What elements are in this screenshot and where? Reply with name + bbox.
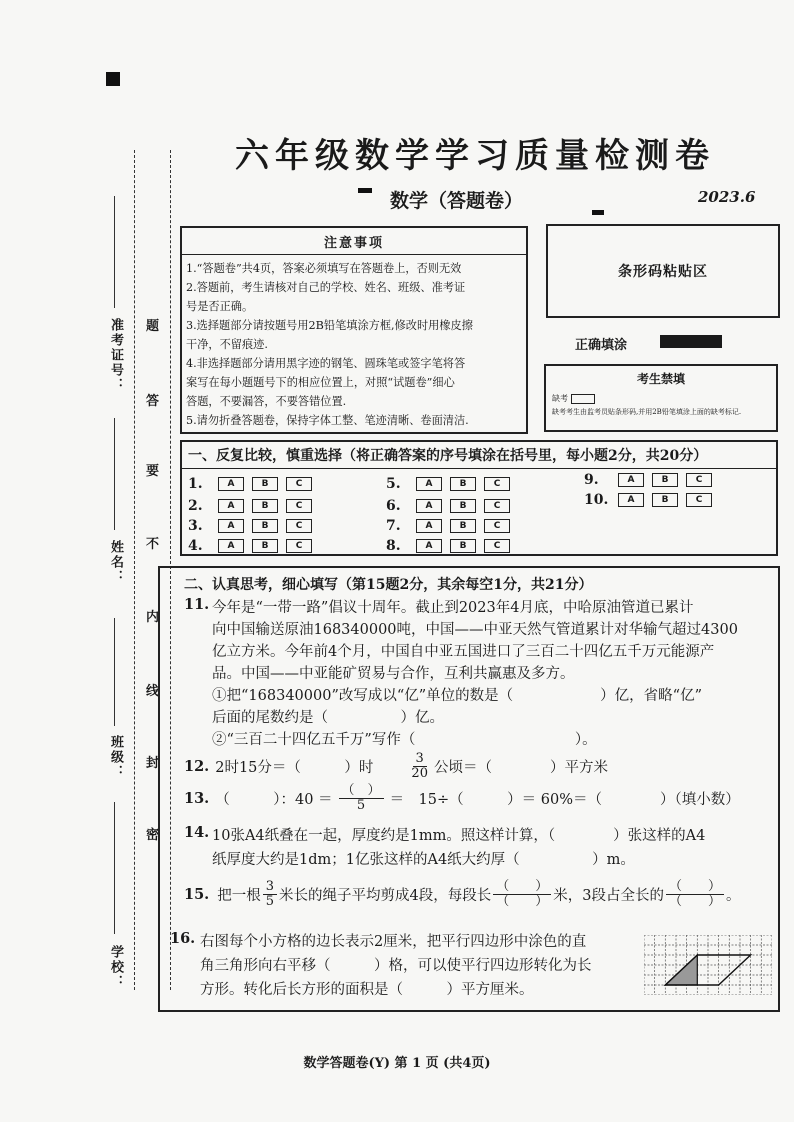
question-number: 13.	[184, 789, 210, 807]
notice-item: 4.非选择题部分请用黑字迹的钢笔、圆珠笔或签字笔将答	[186, 357, 466, 370]
fraction	[263, 880, 277, 908]
option-c-box[interactable]: C	[484, 477, 510, 491]
fraction-denominator: （ ）	[496, 893, 549, 909]
absent-label: 缺考	[552, 394, 568, 403]
q15-part-c: 米，3段占全长的	[553, 887, 664, 904]
seal-char: 不	[146, 537, 160, 552]
notice-box	[180, 226, 528, 434]
exam-number-field[interactable]	[114, 196, 115, 308]
option-b-box[interactable]: B	[450, 499, 476, 513]
fraction-denominator: 20	[411, 765, 428, 781]
option-b-box[interactable]: B	[252, 539, 278, 553]
notice-item: 干净，不留痕迹.	[186, 338, 268, 351]
question-number: 14.	[184, 824, 210, 841]
q12-part-a: 2时15分＝（ ）时	[215, 759, 374, 776]
seal-char: 密	[146, 828, 160, 843]
option-c-box[interactable]: C	[484, 499, 510, 513]
fraction-numerator: （ ）	[666, 880, 724, 895]
option-b-box[interactable]: B	[652, 493, 678, 507]
option-a-box[interactable]: A	[416, 539, 442, 553]
option-c-box[interactable]: C	[286, 519, 312, 533]
name-label: 姓名：	[108, 540, 123, 585]
option-c-box[interactable]: C	[686, 493, 712, 507]
q11-blank-line[interactable]: 后面的尾数约是（ ）亿。	[212, 710, 444, 726]
section-multiple-choice	[180, 440, 778, 556]
q11-line: 向中国输送原油168340000吨，中国——中亚天然气管道累计对华输气超过4300	[212, 622, 738, 638]
q15-part-a: 把一根	[217, 887, 261, 904]
option-c-box[interactable]: C	[286, 539, 312, 553]
seal-char: 内	[146, 610, 160, 625]
q14-line[interactable]: 纸厚度大约是1dm；1亿张这样的A4纸大约厚（ ）m。	[212, 852, 635, 868]
option-b-box[interactable]: B	[450, 539, 476, 553]
fraction-denominator: 5	[265, 893, 275, 909]
correct-fill-label: 正确填涂	[575, 338, 628, 353]
choice-question	[386, 518, 510, 534]
seal-char: 要	[146, 464, 160, 479]
fraction-denominator: 5	[356, 797, 366, 813]
q13-part-b: ＝ 15÷（ ）＝ 60%＝（ ）（填小数）	[389, 791, 740, 808]
option-b-box[interactable]: B	[252, 499, 278, 513]
seal-char: 题	[146, 319, 160, 334]
alignment-tick	[358, 188, 372, 193]
q12-row[interactable]	[184, 752, 608, 780]
fraction-numerator: （ ）	[339, 784, 384, 799]
option-c-box[interactable]: C	[484, 519, 510, 533]
answer-fraction[interactable]	[666, 880, 724, 908]
class-label: 班级：	[108, 735, 123, 780]
option-a-box[interactable]: A	[618, 473, 644, 487]
option-a-box[interactable]: A	[416, 499, 442, 513]
seal-char: 答	[146, 394, 160, 409]
forbidden-title: 考生禁填	[636, 372, 685, 386]
school-field[interactable]	[114, 802, 115, 934]
question-number: 12.	[184, 757, 210, 775]
notice-item: 3.选择题部分请按题号用2B铅笔填涂方框,修改时用橡皮擦	[186, 319, 473, 332]
question-number: 3.	[188, 518, 203, 534]
question-number: 16.	[170, 930, 196, 947]
choice-question	[584, 492, 712, 508]
binding-dashed-line	[134, 150, 135, 990]
q16-line[interactable]: 角三角形向右平移（ ）格，可以使平行四边形转化为长	[200, 958, 592, 974]
option-b-box[interactable]: B	[652, 473, 678, 487]
notice-item: 5.请勿折叠答题卷，保持字体工整、笔迹清晰、卷面清洁.	[186, 414, 469, 427]
notice-item: 2.答题前，考生请核对自己的学校、姓名、班级、准考证	[186, 281, 466, 294]
page-title: 六年级数学学习质量检测卷	[235, 136, 715, 176]
choice-question	[584, 472, 712, 488]
barcode-label: 条形码粘贴区	[618, 264, 708, 280]
choice-question	[386, 538, 510, 554]
seal-char: 封	[146, 756, 160, 771]
choice-question	[386, 476, 510, 492]
answer-fraction[interactable]	[493, 880, 551, 908]
parallelogram-grid-figure	[644, 935, 772, 995]
option-c-box[interactable]: C	[484, 539, 510, 553]
question-number: 1.	[188, 476, 203, 492]
question-number: 15.	[184, 885, 210, 903]
q15-row[interactable]	[184, 880, 741, 908]
option-b-box[interactable]: B	[252, 519, 278, 533]
question-number: 2.	[188, 498, 203, 514]
q11-blank-line[interactable]: ①把“168340000”改写成以“亿”单位的数是（ ）亿，省略“亿”	[212, 688, 703, 704]
choice-question	[188, 498, 312, 514]
absent-checkbox[interactable]	[571, 394, 595, 404]
fraction-numerator: （ ）	[493, 880, 551, 895]
question-number: 10.	[584, 492, 609, 508]
q15-part-d: 。	[726, 887, 741, 904]
notice-item: 案写在每小题题号下的相应位置上，对照“试题卷”细心	[186, 376, 455, 389]
question-number: 8.	[386, 538, 401, 554]
option-b-box[interactable]: B	[450, 519, 476, 533]
school-label: 学校：	[108, 945, 123, 990]
exam-number-label: 准考证号：	[108, 318, 123, 393]
absent-note: 缺考考生由监考员贴条形码,并用2B铅笔填涂上面的缺考标记.	[552, 408, 742, 416]
notice-item: 1.“答题卷”共4页，答案必须填写在答题卷上，否则无效	[186, 262, 462, 275]
option-a-box[interactable]: A	[416, 477, 442, 491]
option-a-box[interactable]: A	[218, 477, 244, 491]
q11-line: 今年是“一带一路”倡议十周年。截止到2023年4月底，中哈原油管道已累计	[212, 600, 694, 616]
notice-title: 注意事项	[182, 228, 526, 255]
q13-row[interactable]	[184, 784, 740, 812]
q16-line[interactable]: 方形。转化后长方形的面积是（ ）平方厘米。	[200, 982, 534, 998]
option-c-box[interactable]: C	[686, 473, 712, 487]
notice-item: 号是否正确。	[186, 300, 254, 313]
fraction-numerator: 3	[413, 752, 427, 767]
q14-line[interactable]: 10张A4纸叠在一起，厚度约是1mm。照这样计算，（ ）张这样的A4	[212, 828, 706, 844]
choice-question	[386, 498, 510, 514]
page-footer: 数学答题卷(Y) 第 1 页 (共4页)	[303, 1056, 491, 1071]
q11-line: 品。中国——中亚能矿贸易与合作，互利共赢惠及多方。	[212, 666, 575, 682]
q13-part-a: （ ）：40 ＝	[215, 791, 333, 808]
choice-question	[188, 476, 312, 492]
q12-part-b: 公顷＝（ ）平方米	[433, 759, 608, 776]
question-number: 6.	[386, 498, 401, 514]
question-number: 7.	[386, 518, 401, 534]
option-a-box[interactable]: A	[218, 519, 244, 533]
option-c-box[interactable]: C	[286, 499, 312, 513]
choice-question	[188, 518, 312, 534]
fraction-denominator: （ ）	[669, 893, 722, 909]
option-a-box[interactable]: A	[618, 493, 644, 507]
seal-char: 线	[146, 684, 160, 699]
q15-part-b: 米长的绳子平均剪成4段，每段长	[279, 887, 492, 904]
option-a-box[interactable]: A	[416, 519, 442, 533]
choice-question	[188, 538, 312, 554]
page-subtitle: 数学（答题卷）	[390, 190, 524, 212]
option-a-box[interactable]: A	[218, 539, 244, 553]
option-c-box[interactable]: C	[286, 477, 312, 491]
q11-blank-line[interactable]: ②“三百二十四亿五千万”写作（ ）。	[212, 732, 597, 748]
barcode-area	[546, 224, 780, 318]
correct-fill-example	[660, 335, 722, 348]
fraction	[411, 752, 428, 780]
question-number: 9.	[584, 472, 599, 488]
section2-heading: 二、认真思考，细心填写（第15题2分，其余每空1分，共21分）	[184, 577, 593, 593]
question-number: 11.	[184, 596, 210, 613]
alignment-tick	[592, 210, 604, 215]
exam-date: 2023.6	[698, 188, 756, 206]
option-a-box[interactable]: A	[218, 499, 244, 513]
fraction-numerator: 3	[263, 880, 277, 895]
q16-line: 右图每个小方格的边长表示2厘米，把平行四边形中涂色的直	[200, 934, 587, 950]
name-field[interactable]	[114, 418, 115, 530]
section1-heading: 一、反复比较，慎重选择（将正确答案的序号填涂在括号里，每小题2分，共20分）	[182, 442, 776, 469]
examinee-forbidden-box	[544, 364, 778, 432]
q11-line: 亿立方米。今年前4个月，中国自中亚五国进口了三百二十四亿五千万元能源产	[212, 644, 715, 660]
alignment-mark	[106, 72, 120, 86]
class-field[interactable]	[114, 618, 115, 726]
notice-item: 答题，不要漏答，不要答错位置.	[186, 395, 347, 408]
option-b-box[interactable]: B	[450, 477, 476, 491]
question-number: 5.	[386, 476, 401, 492]
question-number: 4.	[188, 538, 203, 554]
option-b-box[interactable]: B	[252, 477, 278, 491]
fraction	[339, 784, 384, 812]
